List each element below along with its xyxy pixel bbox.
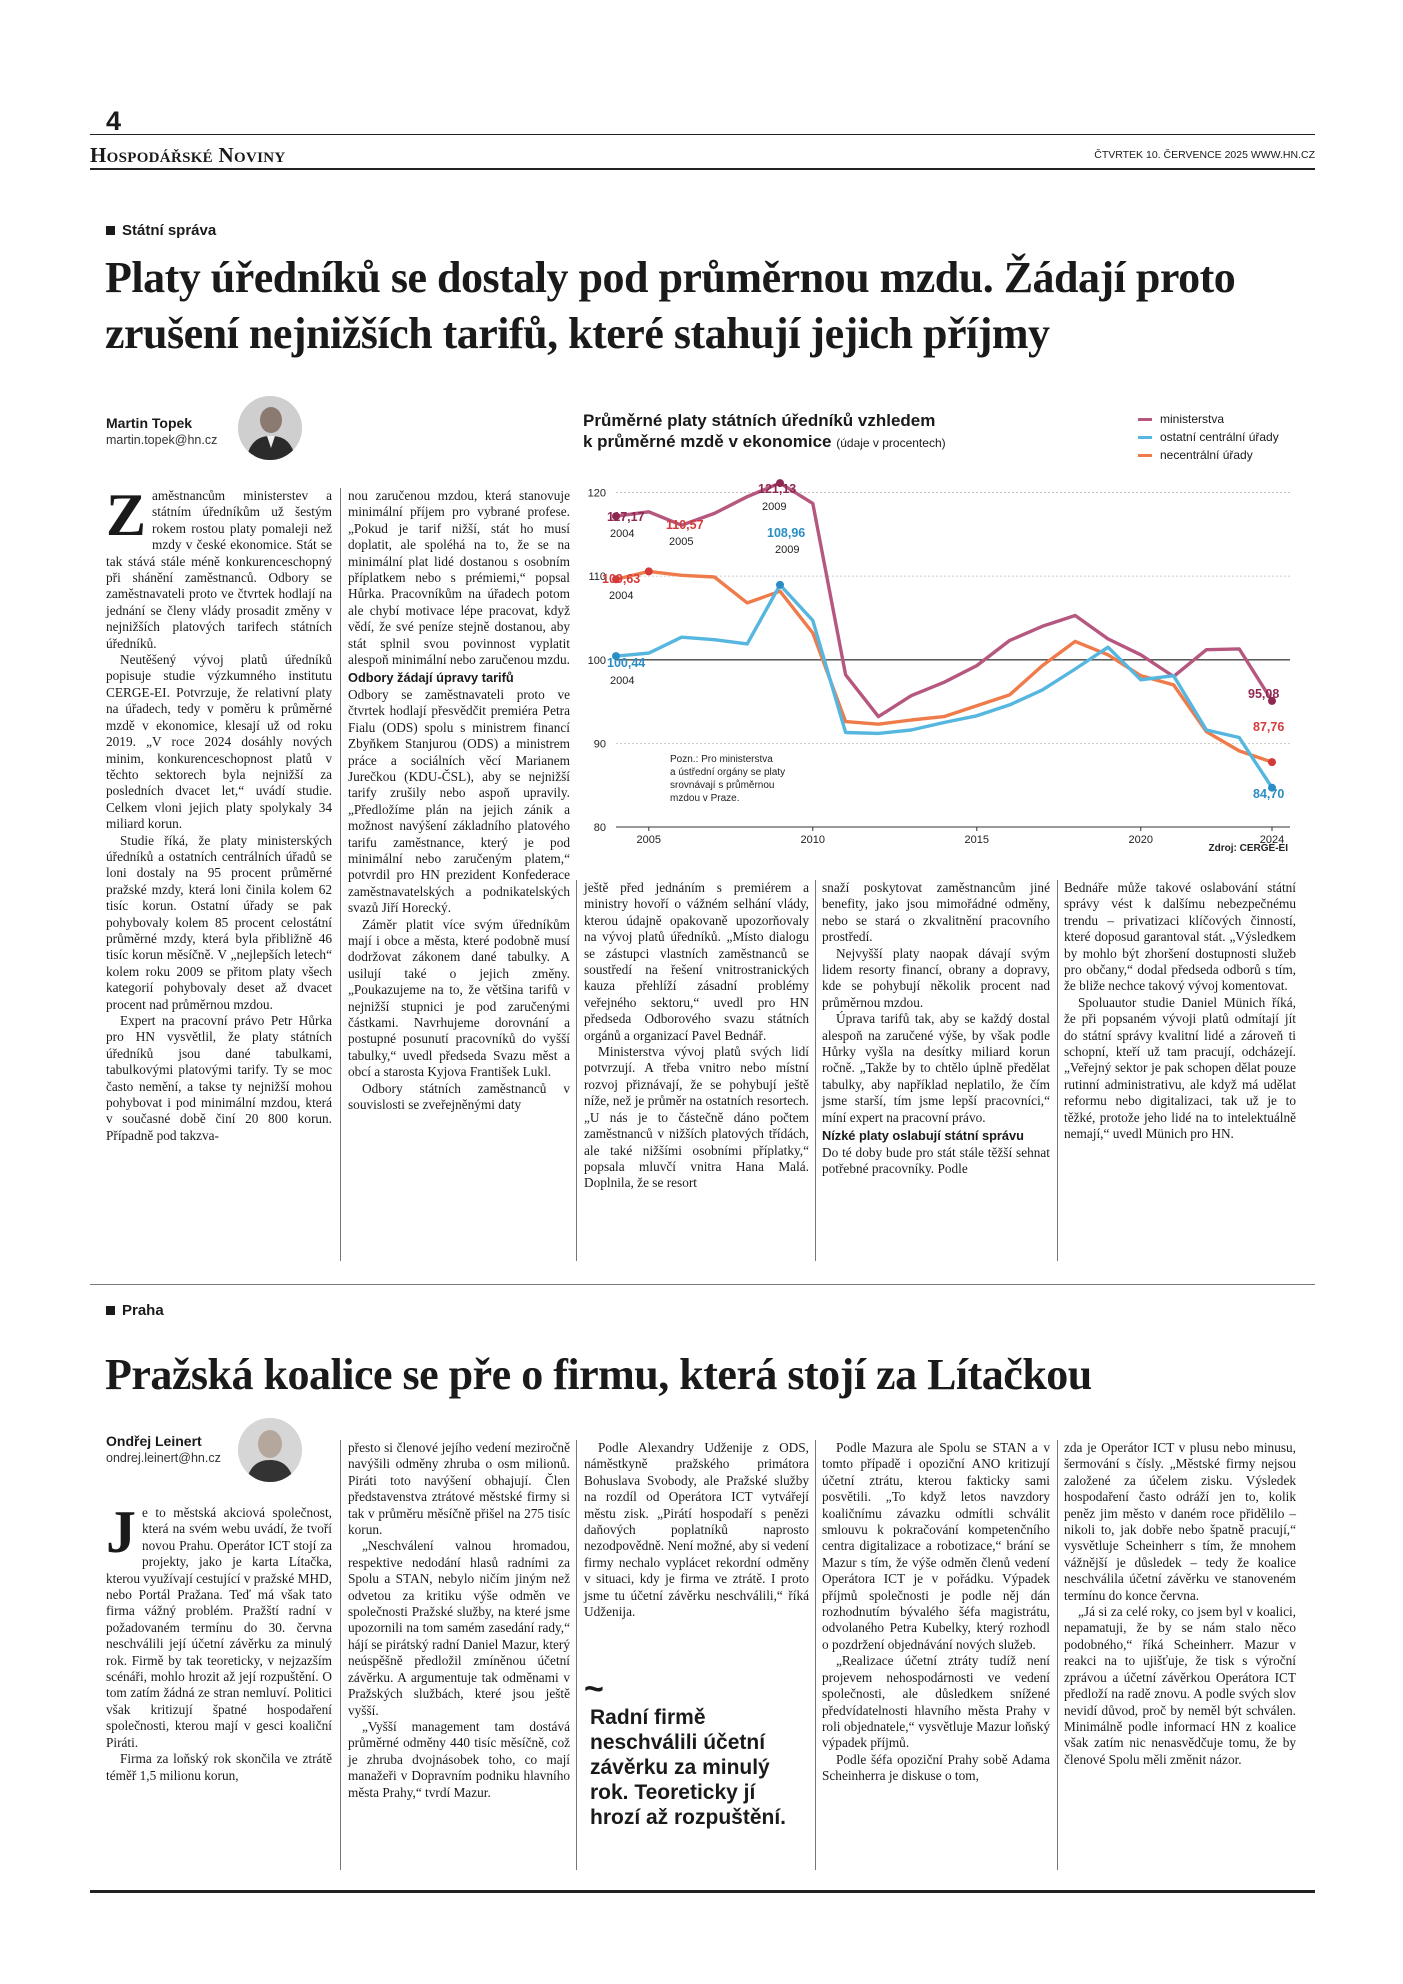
column-divider bbox=[340, 488, 341, 1261]
article1-column-4 bbox=[822, 880, 1050, 1177]
x-tick-label: 2020 bbox=[1128, 834, 1154, 846]
x-tick-label: 2015 bbox=[964, 834, 990, 846]
paragraph: přesto si členové jejího vedení meziročně navýšili odměny zhruba o osm milionů. Piráti toto navýšení obhajují. Člen představenstva ztrátové městské firmy si tak v průměru měsíčně přišel na 275 tisíc korun. bbox=[348, 1440, 570, 1538]
annotation-value: 100,44 bbox=[607, 656, 646, 670]
annotation-value: 95,08 bbox=[1248, 687, 1280, 701]
annotation-year: 2004 bbox=[610, 675, 635, 687]
kicker-label: Státní správa bbox=[122, 222, 217, 239]
subheading: Odbory žádají úpravy tarifů bbox=[348, 670, 514, 686]
author-avatar bbox=[238, 1418, 302, 1482]
paragraph: Studie říká, že platy ministerských úředníků a ostatních centrálních úřadů se loni dostaly na 95 procent průměrné pražské mzdy, která loni činila kolem 62 tisíc korun. Ostatní úřady se pak pohybovaly kolem 85 procent celostátní průměrné mzdy, která byla přibližně 46 tisíc korun měsíčně. V „nejlepších letech“ kolem roku 2009 se přitom platy všech kategorií pohybovaly deset až dvacet procent nad průměrnou mzdou. bbox=[106, 832, 332, 1012]
legend-label: ministerstva bbox=[1160, 412, 1225, 426]
drop-cap: J bbox=[106, 1499, 136, 1565]
annotation-year: 2004 bbox=[610, 528, 635, 540]
column-divider bbox=[1057, 1440, 1058, 1870]
chart-source: Zdroj: CERGE-EI bbox=[1208, 843, 1288, 854]
paragraph: Podle Alexandry Udženije z ODS, náměstkyně pražského primátora Bohuslava Svobody, ale Pražské služby na rozdíl od Operátora ICT vytvářejí městu zisk. „Pirátí hospodaří s penězi daňových poplatníků naprosto nezodpovědně. Není možné, aby si vedení firmy nechalo vyplácet rekordní odměny v situaci, kdy je firma ve ztrátě. I proto jsme tu účetní závěrku neschválili,“ říká Udženija. bbox=[584, 1440, 809, 1620]
kicker-label: Praha bbox=[122, 1302, 164, 1319]
page-bottom-rule bbox=[90, 1890, 1315, 1893]
data-point-marker bbox=[645, 567, 653, 575]
paragraph: snaží poskytovat zaměstnancům jiné benefity, jako jsou mimořádné odměny, nebo se stará o zkvalitnění pracovního prostředí. bbox=[822, 880, 1050, 945]
chart-title-line2: k průměrné mzdě v ekonomice bbox=[583, 432, 832, 451]
legend-item-necentralni bbox=[1138, 446, 1279, 464]
paragraph: Záměr platit více svým úředníkům mají i obce a města, které podobně musí dodržovat zákonem dané tabulky. A usilují také o jejich změny. „Poukazujeme na to, že většina tarifů v nejnižší stupnici je pod zaručenými částkami. Navrhujeme dorovnání a postupné posunutí pracovníků do vyšší tabulky,“ uvedl předseda Svazu měst a obcí a starosta Kyjova František Lukl. bbox=[348, 916, 570, 1080]
chart-subtitle: (údaje v procentech) bbox=[836, 436, 946, 450]
annotation-year: 2004 bbox=[609, 590, 634, 602]
paragraph: „Neschválení valnou hromadou, respektive nedodání hlasů radními za Spolu a STAN, nebylo ničím jiným než odvetou za kritiku výše odměn ve společnosti Pražské služby, na které jsme upozornili na tom samém zasedání rady,“ hájí se pirátský radní Daniel Mazur, který neúspěšně předložil zmíněnou účetní závěrku. A argumentuje tak odměnami v Pražských službách, které jsou ještě vyšší. bbox=[348, 1538, 570, 1718]
paragraph: e to městská akciová společnost, která na svém webu uvádí, že tvoří novou Prahu. Operátor ICT stojí za projekty, jako je karta Lítačka, kterou využívají cestující v pražské MHD, nebo Portál Pražana. Teď má však tato firma vážný problém. Pražští radní v požadovaném termínu do 30. června neschválili její účetní závěrku za minulý rok. Firmě by tak teoreticky, v nejzazším scénáři, mohlo hrozit až její rozpuštění. O tom zatím žádná ze stran nemluví. Politici však kritizují špatné hospodaření společnosti, kterou mají v gesci koaliční Piráti. bbox=[106, 1505, 332, 1750]
chart-title bbox=[583, 410, 1063, 454]
article1-column-2 bbox=[348, 488, 570, 1113]
article1-column-5 bbox=[1064, 880, 1296, 1143]
annotation-year: 2005 bbox=[669, 536, 694, 548]
annotation-year: 2009 bbox=[762, 501, 787, 513]
legend-item-ostatni bbox=[1138, 428, 1279, 446]
article-headline: Pražská koalice se pře o firmu, která stojí za Lítačkou bbox=[105, 1350, 1092, 1399]
masthead-top-rule bbox=[90, 134, 1315, 135]
paragraph: Firma za loňský rok skončila ve ztrátě téměř 1,5 milionu korun, bbox=[106, 1751, 332, 1783]
legend-label: necentrální úřady bbox=[1160, 448, 1253, 462]
author-byline bbox=[106, 415, 217, 447]
annotation-value: 117,17 bbox=[607, 510, 645, 524]
subheading: Nízké platy oslabují státní správu bbox=[822, 1128, 1024, 1144]
article2-column-1 bbox=[106, 1499, 332, 1784]
x-tick-label: 2024 bbox=[1259, 834, 1285, 846]
section-kicker bbox=[106, 1302, 164, 1319]
annotation-value: 109,63 bbox=[602, 572, 641, 586]
drop-cap: Z bbox=[106, 482, 147, 548]
annotation-value: 110,57 bbox=[666, 518, 704, 532]
paragraph: Ministerstva vývoj platů svých lidí potvrzují. A třeba vnitro nebo místní rozvoj přiznávají, že se pohybují ještě níže, než je průměr na ostatních resortech. „U nás je to částečně dáno počtem zaměstnanců v nižších platových třídách, ale také nižšími osobními příplatky,“ popsala mluvčí vnitra Hana Malá. Doplnila, že se resort bbox=[584, 1044, 809, 1191]
article2-column-2 bbox=[348, 1440, 570, 1801]
page-number: 4 bbox=[106, 106, 122, 136]
paragraph: zda je Operátor ICT v plusu nebo minusu, šermování s čísly. „Městské firmy nejsou založené za účelem zisku. Výsledek hospodaření často odráží jen to, kolik peněz jim město v daném roce přidělilo – nikoli to, jak dobře nebo špatně pracují,“ vysvětluje Scheinherr s tím, že mnohem vážnější je důsledek – tedy že koalice neschválila účetní závěrku ve stanoveném termínu do konce června. bbox=[1064, 1440, 1296, 1603]
legend-label: ostatní centrální úřady bbox=[1160, 430, 1279, 444]
x-tick-label: 2010 bbox=[800, 834, 826, 846]
data-point-marker bbox=[1268, 758, 1276, 766]
column-divider bbox=[576, 1440, 577, 1870]
y-tick-label: 120 bbox=[587, 487, 606, 500]
chart-note: mzdou v Praze. bbox=[670, 793, 740, 804]
column-divider bbox=[340, 1440, 341, 1870]
kicker-square-icon bbox=[106, 1306, 115, 1315]
y-tick-label: 110 bbox=[588, 571, 606, 584]
column-divider bbox=[576, 880, 577, 1261]
paragraph: Bednáře může takové oslabování státní správy vést k dalšímu nebezpečnému trendu – privatizaci klíčových činností, které doposud garantoval stát. „Výsledkem by mohlo být zhoršení dostupnosti služeb pro občany,“ dodal předseda odborů s tím, že bliže nechce takový vývoj komentovat. bbox=[1064, 880, 1296, 994]
article2-column-3 bbox=[584, 1440, 809, 1620]
legend-swatch bbox=[1138, 436, 1152, 439]
paragraph: Nejvyšší platy naopak dávají svým lidem resorty financí, obrany a dopravy, kde se pohybují několik procent nad průměrnou mzdou. bbox=[822, 945, 1050, 1010]
series-line-2 bbox=[616, 571, 1272, 762]
author-name: Martin Topek bbox=[106, 415, 193, 431]
author-name: Ondřej Leinert bbox=[106, 1433, 202, 1449]
article1-column-3 bbox=[584, 880, 809, 1192]
annotation-value: 84,70 bbox=[1253, 787, 1285, 801]
paragraph: „Realizace účetní ztráty tudíž není projevem nehospodárnosti ve vedení společnosti, ale důsledkem snížené předvídatelnosti hlavního města Prahy v roli objednatele,“ vysvětluje Mazur loňský výpadek příjmů. bbox=[822, 1653, 1050, 1751]
paragraph: nou zaručenou mzdou, která stanovuje minimální příjem pro vybrané profese. „Pokud je tarif nižší, stát ho musí doplatit, ale spoléhá na to, že se na minimální plat lidé dostanou s osobním příplatkem nebo s prémiemi,“ popsal Hůrka. Pracovníkům na úřadech potom ale chybí motivace lépe pracovat, když vědí, že své peníze stejně dostanou, aby stát splnil svou povinnost vyplatit alespoň minimální nebo zaručenou mzdu. bbox=[348, 488, 570, 668]
paragraph: ještě před jednáním s premiérem a ministry hovoří o vážném selhání vlády, kterou údajně opakovaně upozorňovaly na vývoj platů úředníků. „Místo dialogu se zástupci vlastních zaměstnanců se soustředí na řešení vnitrostranických kauza přehlíží zásadní problémy veřejného sektoru,“ uvedl pro HN předseda Odborového svazu státních orgánů a organizací Pavel Bednář. bbox=[584, 880, 809, 1043]
newspaper-title: Hospodářské Noviny bbox=[90, 143, 286, 167]
y-tick-label: 90 bbox=[593, 738, 606, 751]
section-kicker bbox=[106, 222, 216, 239]
paragraph: Odbory státních zaměstnanců v souvislosti se zveřejněnými daty bbox=[348, 1080, 570, 1113]
paragraph: Podle Mazura ale Spolu se STAN a v tomto případě i opoziční ANO kritizují účetní ztrátu, kterou fakticky sami posvětili. „To když letos navzdory koaličnímu závazku odmítli schválit smlouvu k pokračování kompetenčního centra digitalizace a robotizace,“ brání se Mazur s tím, že výše odměn členů vedení Operátora ICT je v pořádku. Výpadek příjmů společnosti je podle něj dán rozhodnutím bývalého šéfa magistrátu, odvolaného Petra Kubelky, který rozhodl o pozdržení objednávání nových služeb. bbox=[822, 1440, 1050, 1652]
annotation-year: 2009 bbox=[775, 544, 800, 556]
x-tick-label: 2005 bbox=[636, 834, 662, 846]
data-point-marker bbox=[776, 581, 784, 589]
paragraph: Odbory se zaměstnavateli proto ve čtvrtek hodlají přesvědčit premiéra Petra Fialu (ODS) spolu s ministrem financí Zbyňkem Stanjurou (ODS) a ministrem práce a sociálních věcí Marianem Jurečkou (KDU-ČSL), aby se nejnižší tarify zrušily nebo aspoň upravily. „Předložíme plán na jejich zánik a možnost navýšení základního platového tarifu zaměstnance, který je pod minimální nebo zaručeným platem,“ potvrdil pro HN prezident Konfederace zaměstnavatelských a podnikatelských svazů Jiří Horecký. bbox=[348, 686, 570, 916]
article2-column-4 bbox=[822, 1440, 1050, 1785]
paragraph: Do té doby bude pro stát stále těžší sehnat potřebné pracovníky. Podle bbox=[822, 1144, 1050, 1176]
dateline: ČTVRTEK 10. ČERVENCE 2025 WWW.HN.CZ bbox=[1094, 149, 1315, 161]
author-avatar bbox=[238, 396, 302, 460]
author-byline bbox=[106, 1433, 221, 1465]
paragraph: Podle šéfa opoziční Prahy sobě Adama Scheinherra je diskuse o tom, bbox=[822, 1751, 1050, 1784]
article1-column-1 bbox=[106, 482, 332, 1144]
paragraph: Expert na pracovní právo Petr Hůrka pro HN vysvětlil, že platy státních úředníků jsou dané tabulkami, tabulkovými platovými tarify. Ty se moc často nemění, a takse ty nejnižší mohou pohybovat i pod minimální mzdou, která v současné době činí 20 800 korun. Případně pod takzva- bbox=[106, 1013, 332, 1143]
author-email[interactable]: ondrej.leinert@hn.cz bbox=[106, 1451, 221, 1465]
line-chart bbox=[570, 465, 1305, 865]
section-separator bbox=[90, 1284, 1315, 1285]
annotation-value: 121,13 bbox=[758, 482, 797, 496]
column-divider bbox=[815, 880, 816, 1261]
pull-quote: Radní firmě neschválili účetní závěrku za minulý rok. Teoreticky jí hrozí až rozpuštění. bbox=[590, 1706, 787, 1829]
paragraph: Úprava tarifů tak, aby se každý dostal alespoň na zaručené výše, by však podle Hůrky vyšla na desítky miliard korun ročně. „Takže by to chtělo úplně předělat tabulky, aby například neplatilo, že čím jsme starší, tím jsme lepší pracovníci,“ míní expert na pracovní právo. bbox=[822, 1011, 1050, 1125]
annotation-value: 87,76 bbox=[1253, 720, 1285, 734]
article2-column-5 bbox=[1064, 1440, 1296, 1768]
paragraph: Neutěšený vývoj platů úředníků popisuje studie výzkumného institutu CERGE-EI. Potvrzuje, že relativní platy na úřadech, tedy v poměru k průměrné mzdě v ekonomice, klesají už od roku 2019. „V roce 2024 dosáhly nových minim, konkurenceschopnost platů v těchto sektorech byla nejnižší za posledních dvacet let,“ uvádí studie. Celkem vloni jejich platy spolykaly 34 miliard korun. bbox=[106, 652, 332, 832]
paragraph: „Vyšší management tam dostává průměrné odměny 440 tisíc měsíčně, což je zhruba dvojnásobek toho, co mají manažeři v Dopravním podniku hlavního města Prahy,“ tvrdí Mazur. bbox=[348, 1718, 570, 1800]
column-divider bbox=[815, 1440, 816, 1870]
paragraph: „Já si za celé roky, co jsem byl v koalici, nepamatuji, že by se nám stalo něco podobného,“ říká Scheinherr. Mazur v reakci na to ujišťuje, že tisk s výroční zprávou a účetní závěrkou Operátora ICT předloží na radě znovu. A podle svých slov nevidí důvod, proč by neměl být schválen. Minimálně podle informací HN z koalice však zatím nic nenasvědčuje tomu, že by členové Spolu měli změnit názor. bbox=[1064, 1604, 1296, 1767]
paragraph: Spoluautor studie Daniel Münich říká, že při popsaném vývoji platů odmítají jít do státní správy kvalitní lidé a zároveň ti schopní, kteří už tam pracují, odcházejí. „Veřejný sektor je pak schopen dělat pouze rutinní administrativu, ale když má udělat reformu nebo digitalizaci, tak už je to těžké, protože jeho lidé na to intelektuálně nemají,“ uvedl Münich pro HN. bbox=[1064, 994, 1296, 1142]
column-divider bbox=[1057, 880, 1058, 1261]
article-headline: Platy úředníků se dostaly pod průměrnou mzdu. Žádají proto zrušení nejnižších tarifů, které stahují jejich příjmy bbox=[105, 253, 1236, 358]
chart-note: a ústřední orgány se platy bbox=[670, 767, 786, 778]
chart-title-line1: Průměrné platy státních úředníků vzhledem bbox=[583, 411, 936, 430]
legend-swatch bbox=[1138, 454, 1152, 457]
legend-swatch bbox=[1138, 418, 1152, 421]
author-email[interactable]: martin.topek@hn.cz bbox=[106, 433, 218, 447]
y-tick-label: 100 bbox=[587, 654, 606, 667]
quote-mark-icon: ~ bbox=[584, 1670, 604, 1708]
masthead-bottom-rule bbox=[90, 168, 1315, 170]
chart-note: Pozn.: Pro ministerstva bbox=[670, 754, 773, 765]
legend-item-ministerstva bbox=[1138, 410, 1279, 428]
paragraph: aměstnancům ministerstev a státním úředníkům už šestým rokem rostou platy pomaleji než mzdy v české ekonomice. Stát se tak stává stále méně konkurenceschopný při shánění zaměstnanců. Odbory se zaměstnavateli proto ve čtvrtek hodlají na jednání se členy vlády prosadit změny v nejnižších platových tarifech státních úředníků. bbox=[106, 488, 332, 651]
series-line-0 bbox=[616, 483, 1272, 716]
chart-legend bbox=[1138, 410, 1279, 464]
y-tick-label: 80 bbox=[593, 822, 606, 834]
chart-note: srovnávají s průměrnou bbox=[670, 780, 775, 791]
annotation-value: 108,96 bbox=[767, 526, 806, 540]
kicker-square-icon bbox=[106, 226, 115, 235]
